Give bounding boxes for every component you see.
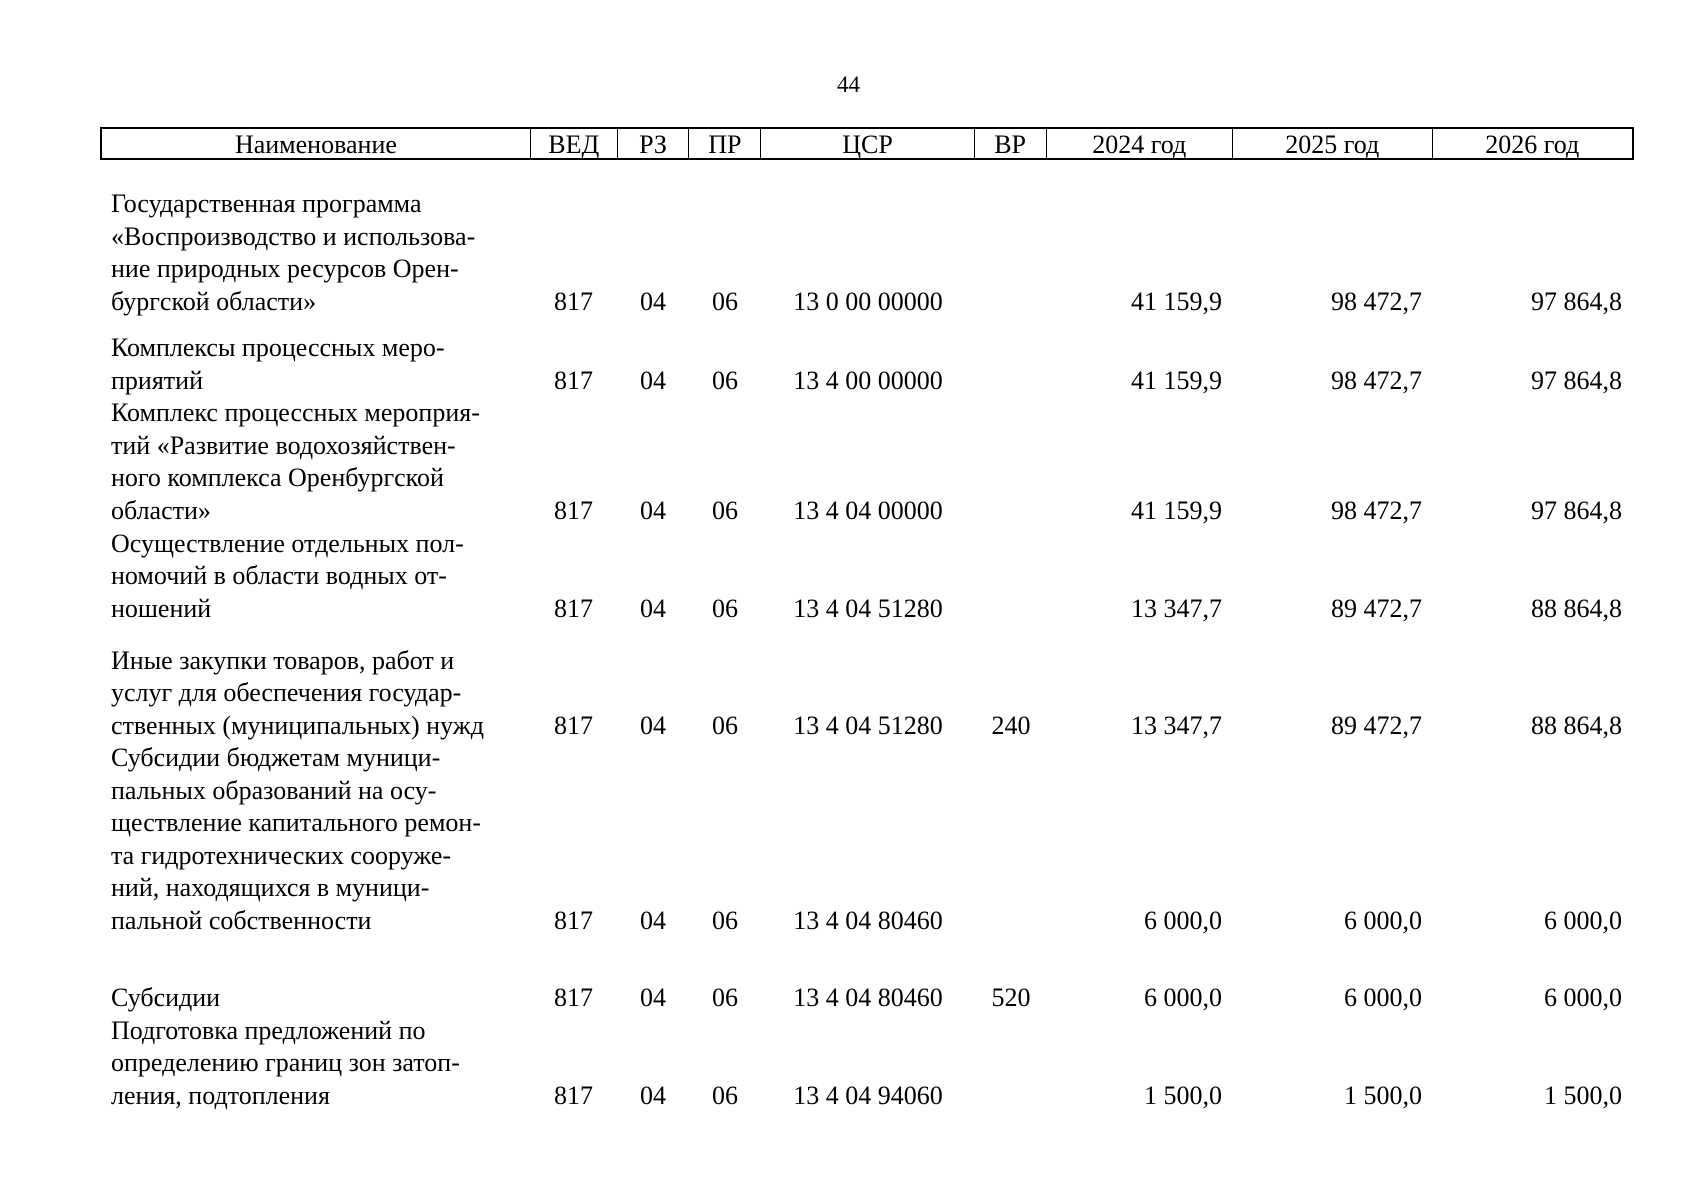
header-rz: РЗ — [618, 129, 690, 158]
row-csr: 13 4 04 94060 — [793, 1080, 943, 1110]
row-2026: 1 500,0 — [1544, 1080, 1622, 1110]
row-ved: 817 — [554, 495, 593, 525]
row-2025: 89 472,7 — [1331, 593, 1422, 623]
header-vr: ВР — [975, 129, 1047, 158]
row-vr: 520 — [991, 982, 1031, 1012]
header-ved: ВЕД — [531, 129, 618, 158]
row-2025: 98 472,7 — [1331, 286, 1422, 316]
header-pr: ПР — [689, 129, 761, 158]
row-2026: 88 864,8 — [1531, 593, 1622, 623]
row-name: Комплекс процессных мероприя- тий «Развитие водохозяйствен- ного комплекса Оренбургской области» — [111, 398, 480, 525]
row-csr: 13 4 04 51280 — [793, 710, 943, 740]
row-vr: 240 — [991, 710, 1031, 740]
row-2026: 97 864,8 — [1531, 365, 1622, 395]
row-ved: 817 — [554, 905, 593, 935]
row-2026: 6 000,0 — [1544, 982, 1622, 1012]
table-row — [100, 742, 1634, 937]
row-2024: 41 159,9 — [1131, 495, 1222, 525]
table-header — [100, 127, 1634, 160]
row-pr: 06 — [712, 710, 738, 740]
row-csr: 13 4 04 51280 — [793, 593, 943, 623]
row-pr: 06 — [712, 365, 738, 395]
row-2024: 13 347,7 — [1131, 710, 1222, 740]
row-ved: 817 — [554, 365, 593, 395]
row-name: Иные закупки товаров, работ и услуг для обеспечения государ- ственных (муниципальных) нужд — [111, 645, 484, 740]
row-pr: 06 — [712, 1080, 738, 1110]
table-row — [100, 1014, 1634, 1112]
row-name: Комплексы процессных меро- приятий — [111, 333, 445, 395]
row-rz: 04 — [640, 495, 666, 525]
header-csr: ЦСР — [761, 129, 974, 158]
table-row — [100, 332, 1634, 397]
row-ved: 817 — [554, 286, 593, 316]
row-csr: 13 4 04 80460 — [793, 982, 943, 1012]
row-2026: 97 864,8 — [1531, 495, 1622, 525]
row-2024: 13 347,7 — [1131, 593, 1222, 623]
table-row — [100, 397, 1634, 527]
row-name: Субсидии — [111, 982, 221, 1012]
page-number: 44 — [837, 72, 860, 97]
table-row — [100, 188, 1634, 318]
row-pr: 06 — [712, 905, 738, 935]
row-pr: 06 — [712, 982, 738, 1012]
header-name: Наименование — [102, 129, 531, 158]
row-2025: 6 000,0 — [1344, 905, 1422, 935]
row-2024: 41 159,9 — [1131, 365, 1222, 395]
row-rz: 04 — [640, 593, 666, 623]
row-2024: 6 000,0 — [1144, 982, 1222, 1012]
row-csr: 13 4 00 00000 — [793, 365, 943, 395]
row-rz: 04 — [640, 710, 666, 740]
header-2024: 2024 год — [1047, 129, 1234, 158]
table-row — [100, 644, 1634, 742]
row-2025: 6 000,0 — [1344, 982, 1422, 1012]
row-2026: 6 000,0 — [1544, 905, 1622, 935]
row-2025: 98 472,7 — [1331, 365, 1422, 395]
row-ved: 817 — [554, 1080, 593, 1110]
row-ved: 817 — [554, 982, 593, 1012]
row-pr: 06 — [712, 286, 738, 316]
row-2026: 97 864,8 — [1531, 286, 1622, 316]
row-rz: 04 — [640, 1080, 666, 1110]
row-2026: 88 864,8 — [1531, 710, 1622, 740]
row-pr: 06 — [712, 495, 738, 525]
row-2025: 89 472,7 — [1331, 710, 1422, 740]
row-pr: 06 — [712, 593, 738, 623]
row-name: Подготовка предложений по определению границ зон затоп- ления, подтопления — [111, 1015, 460, 1110]
row-csr: 13 4 04 00000 — [793, 495, 943, 525]
row-2025: 1 500,0 — [1344, 1080, 1422, 1110]
row-2024: 41 159,9 — [1131, 286, 1222, 316]
row-name: Государственная программа «Воспроизводство и использова- ние природных ресурсов Орен- бургской области» — [111, 189, 476, 316]
row-ved: 817 — [554, 593, 593, 623]
table-row — [100, 527, 1634, 625]
header-2025: 2025 год — [1233, 129, 1432, 158]
table-row — [100, 981, 1634, 1014]
row-2024: 1 500,0 — [1144, 1080, 1222, 1110]
row-rz: 04 — [640, 365, 666, 395]
row-csr: 13 0 00 00000 — [793, 286, 943, 316]
row-csr: 13 4 04 80460 — [793, 905, 943, 935]
row-name: Осуществление отдельных пол- номочий в области водных от- ношений — [111, 528, 464, 623]
row-2024: 6 000,0 — [1144, 905, 1222, 935]
row-2025: 98 472,7 — [1331, 495, 1422, 525]
row-rz: 04 — [640, 286, 666, 316]
row-ved: 817 — [554, 710, 593, 740]
row-name: Субсидии бюджетам муници- пальных образований на осу- ществление капитального ремон- та гидротехнических сооруже- ний, находящихся в муници- пальной собственности — [111, 743, 481, 935]
row-rz: 04 — [640, 905, 666, 935]
row-rz: 04 — [640, 982, 666, 1012]
header-2026: 2026 год — [1485, 130, 1580, 159]
